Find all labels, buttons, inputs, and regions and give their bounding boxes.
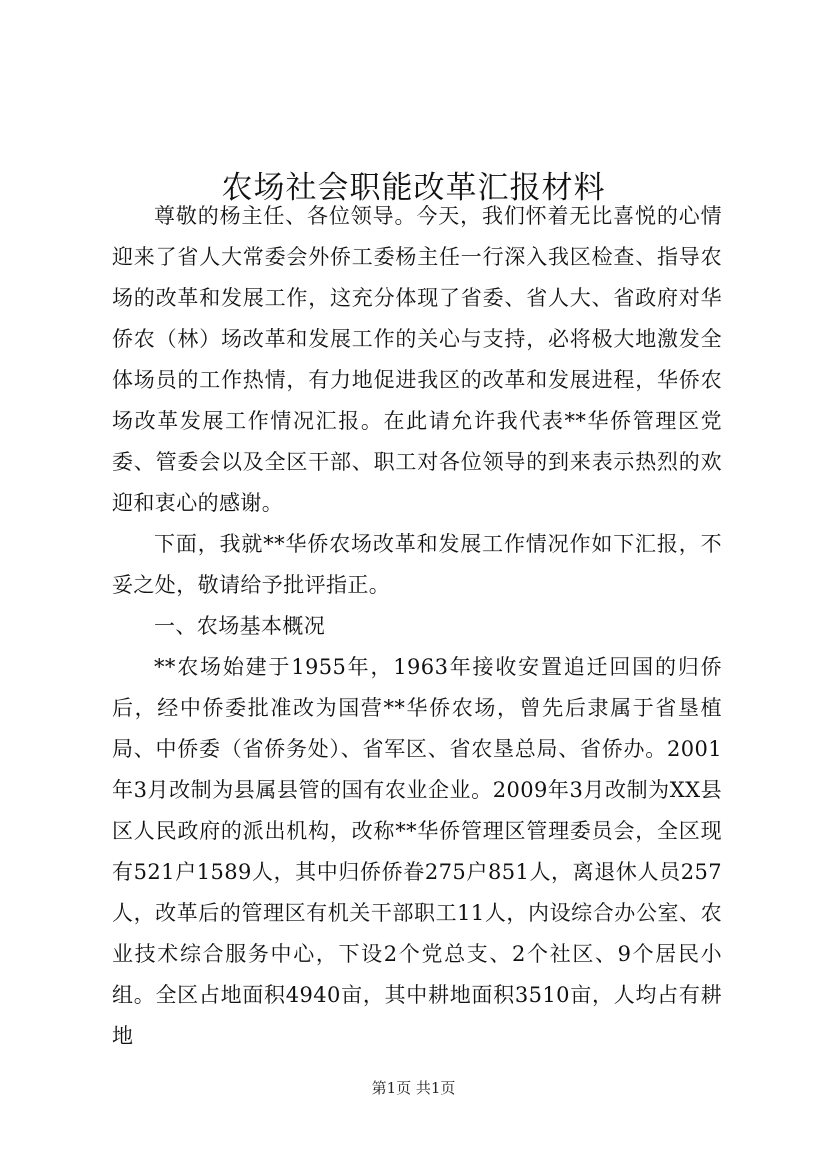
- paragraph-greeting: 尊敬的杨主任、各位领导。今天，我们怀着无比喜悦的心情迎来了省人大常委会外侨工委杨主任一行深入我区检查、指导农场的改革和发展工作，这充分体现了省委、省人大、省政府对华侨农（林）场改革和发展工作的关心与支持，必将极大地激发全体场员的工作热情，有力地促进我区的改革和发展进程，华侨农场改革发展工作情况汇报。在此请允许我代表**华侨管理区党委、管委会以及全区干部、职工对各位领导的到来表示热烈的欢迎和衷心的感谢。: [112, 204, 722, 515]
- paragraph-overview: **农场始建于1955年，1963年接收安置追迁回国的归侨后，经中侨委批准改为国营**华侨农场，曾先后隶属于省垦植局、中侨委（省侨务处）、省军区、省农垦总局、省侨办。2001年3月改制为县属县管的国有农业企业。2009年3月改制为XX县区人民政府的派出机构，改称**华侨管理区管理委员会，全区现有521户1589人，其中归侨侨眷275户851人，离退休人员257人，改革后的管理区有机关干部职工11人，内设综合办公室、农业技术综合服务中心，下设2个党总支、2个社区、9个居民小组。全区占地面积4940亩，其中耕地面积3510亩，人均占有耕地: [112, 655, 722, 1048]
- paragraph-intro: 下面，我就**华侨农场改革和发展工作情况作如下汇报，不妥之处，敬请给予批评指正。: [112, 532, 722, 597]
- document-title: 农场社会职能改革汇报材料: [221, 169, 606, 206]
- document-body: [112, 196, 722, 1057]
- page-footer: 第1页 共1页: [371, 1079, 456, 1097]
- section-heading-overview: 一、农场基本概况: [154, 614, 326, 638]
